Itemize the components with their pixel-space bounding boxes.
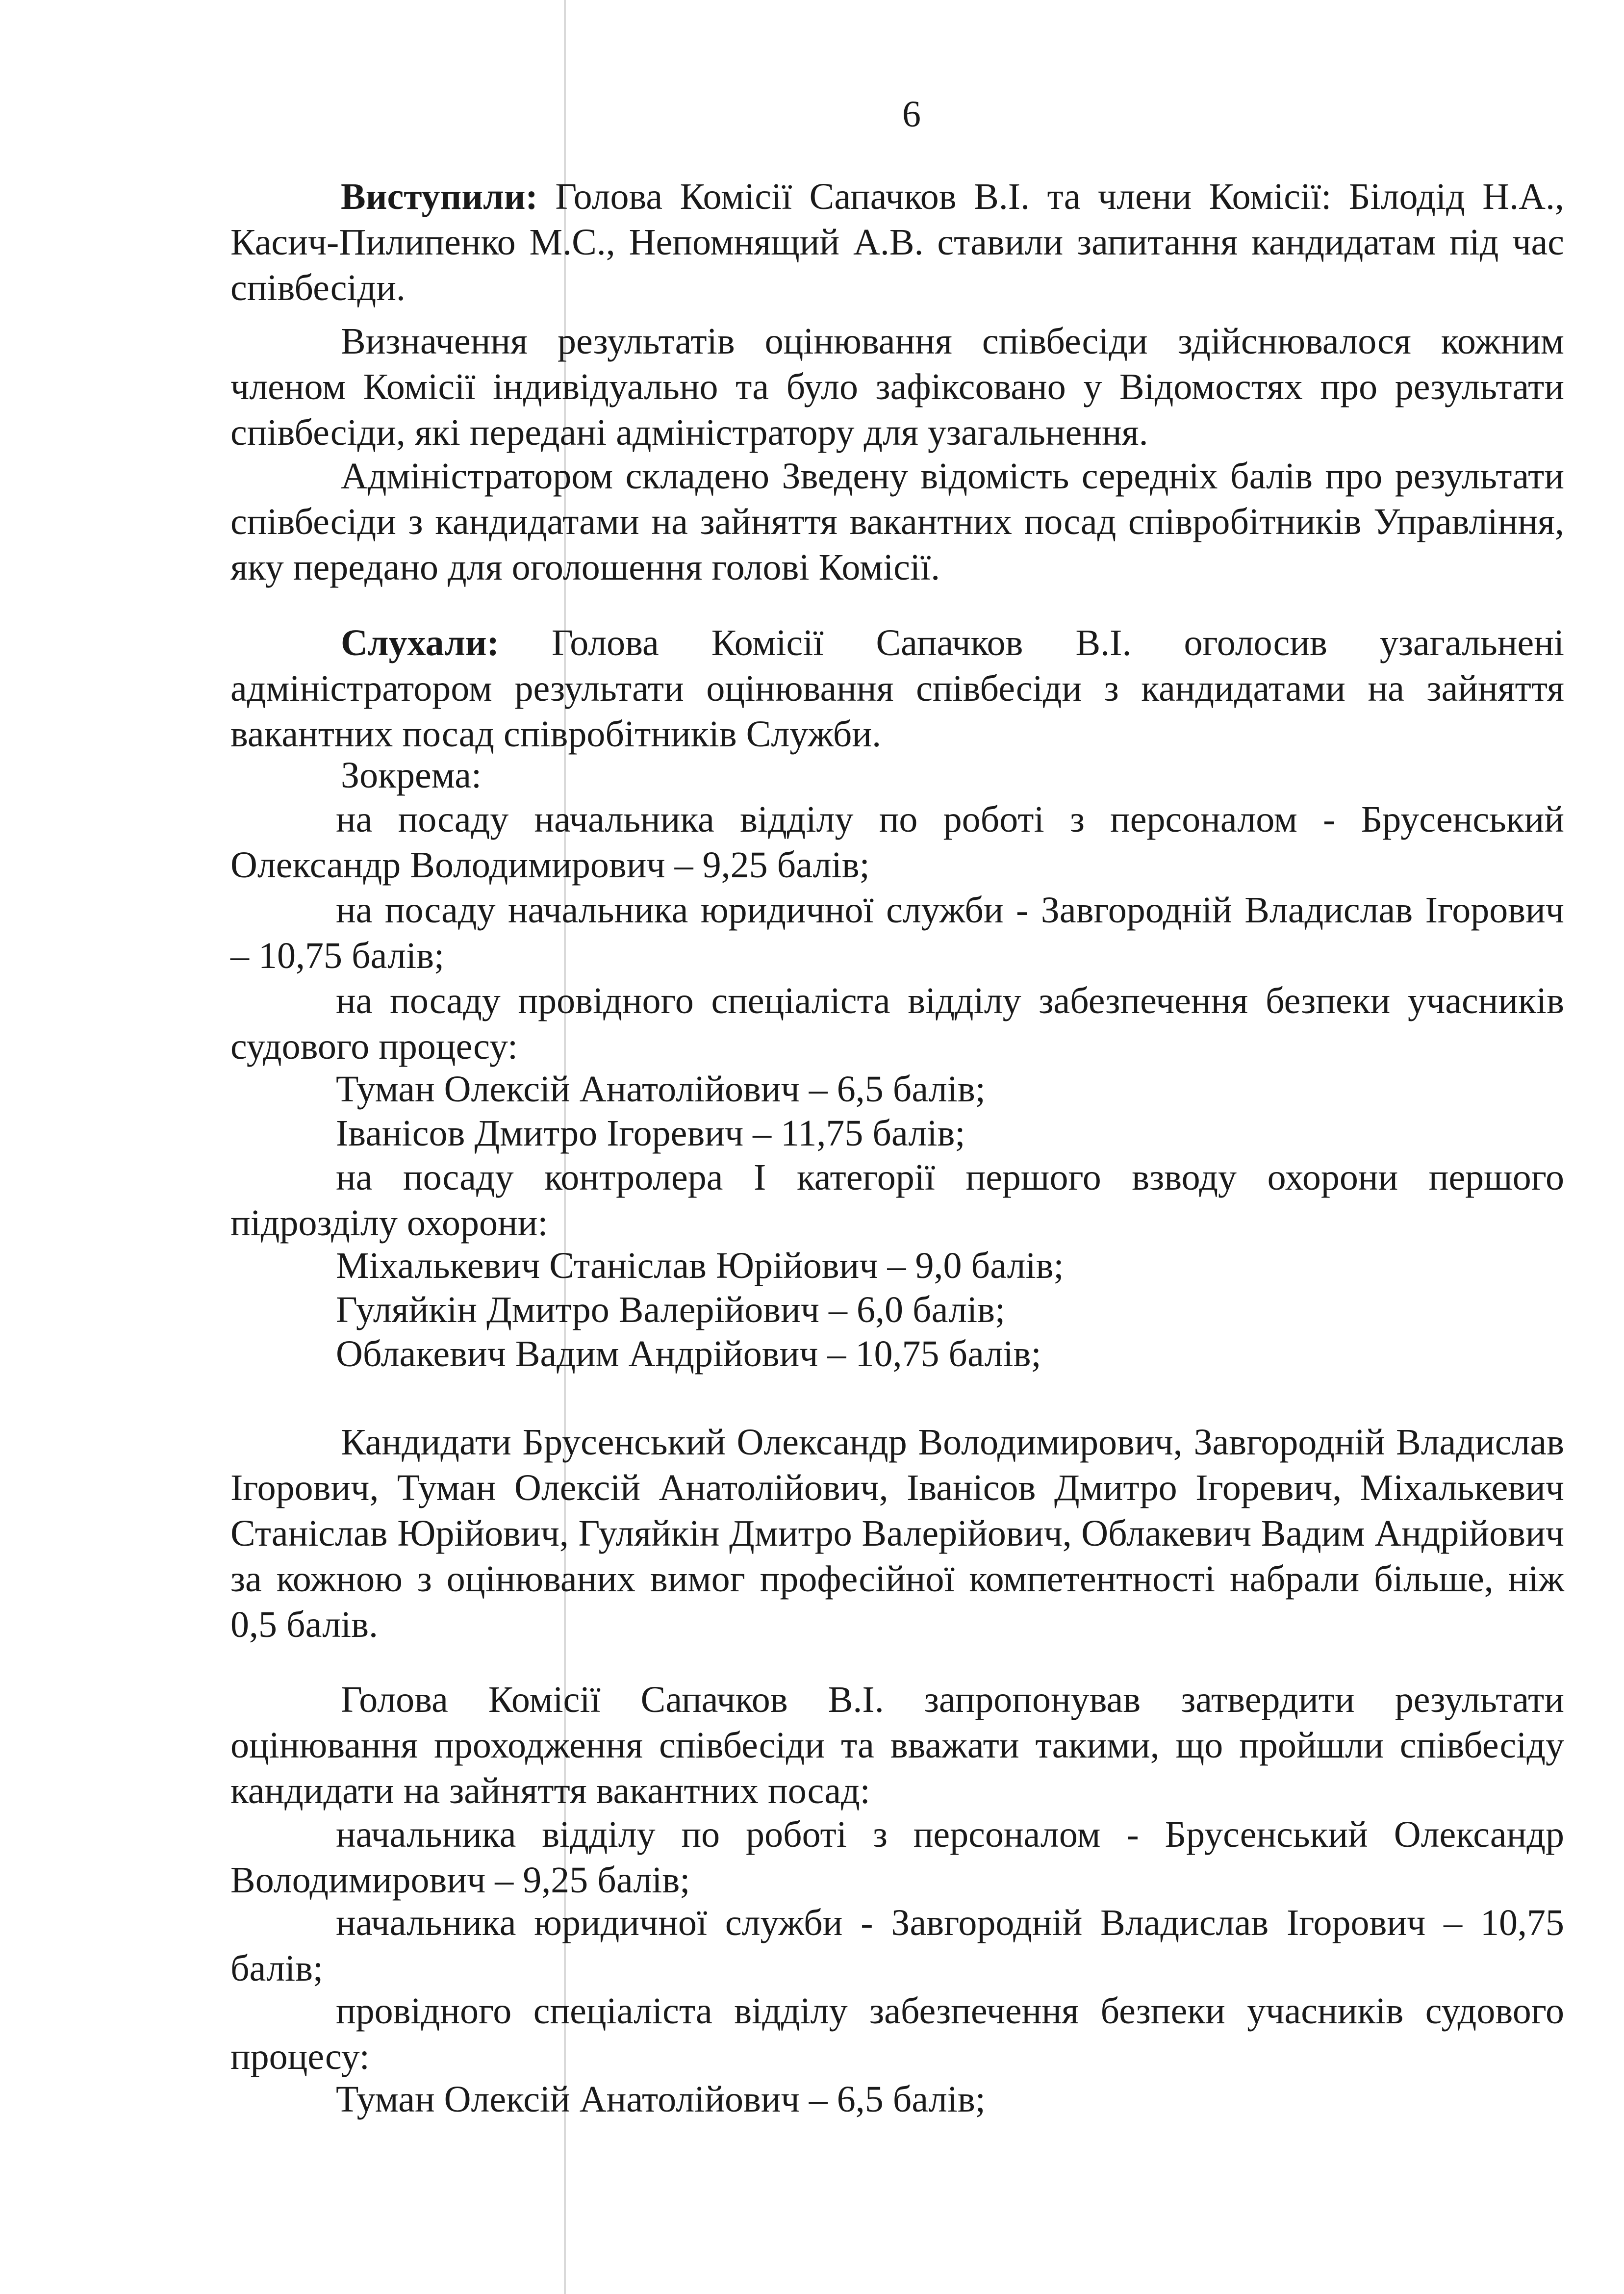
paragraph-in-particular: Зокрема:: [341, 755, 482, 796]
candidate-score: Міхалькевич Станіслав Юрійович – 9,0 балів;: [336, 1245, 1064, 1286]
candidate-score: Облакевич Вадим Андрійович – 10,75 балів;: [336, 1333, 1041, 1375]
paragraph-chair-proposal: Голова Комісії Сапачков В.І. запропонував затвердити результати оцінювання проходження співбесіди та вважати такими, що пройшли співбесіду кандидати на зайняття вакантних посад:: [230, 1679, 1564, 1811]
speakers-label: Виступили:: [341, 176, 538, 217]
heard-label: Слухали:: [341, 622, 499, 663]
paragraph-evaluation: Визначення результатів оцінювання співбесіди здійснювалося кожним членом Комісії індивідуально та було зафіксовано у Відомостях про результати співбесіди, які передані адміністратору для узагальнення.: [230, 321, 1564, 453]
position-guard-controller: на посаду контролера І категорії першого взводу охорони першого підрозділу охорони:: [230, 1157, 1564, 1244]
paragraph-heard: [230, 620, 1564, 757]
candidate-score: Гуляйкін Дмитро Валерійович – 6,0 балів;: [336, 1289, 1006, 1330]
candidate-score: Іванісов Дмитро Ігоревич – 11,75 балів;: [336, 1113, 965, 1154]
heard-text: Голова Комісії Сапачков В.І. оголосив узагальнені адміністратором результати оцінювання співбесіди з кандидатами на зайняття вакантних посад співробітників Служби.: [230, 622, 1564, 755]
speakers-text: Голова Комісії Сапачков В.І. та члени Комісії: Білодід Н.А., Касич-Пилипенко М.С., Непомнящий А.В. ставили запитання кандидатам під час співбесіди.: [230, 176, 1564, 308]
approved-hr-head: начальника відділу по роботі з персоналом - Брусенський Олександр Володимирович – 9,25 балів;: [230, 1814, 1564, 1901]
approved-security-specialist: провідного спеціаліста відділу забезпечення безпеки учасників судового процесу:: [230, 1990, 1564, 2077]
approved-candidate-score: Туман Олексій Анатолійович – 6,5 балів;: [336, 2079, 986, 2120]
page-number: 6: [902, 94, 921, 135]
position-legal-head: на посаду начальника юридичної служби - Завгородній Владислав Ігорович – 10,75 балів;: [230, 890, 1564, 976]
paragraph-summary-sheet: Адміністратором складено Зведену відомість середніх балів про результати співбесіди з кандидатами на зайняття вакантних посад співробітників Управління, яку передано для оголошення голові Комісії.: [230, 456, 1564, 588]
position-hr-head: на посаду начальника відділу по роботі з персоналом - Брусенський Олександр Володимирович – 9,25 балів;: [230, 799, 1564, 886]
paragraph-speakers: [230, 174, 1564, 311]
paragraph-candidates-passed: Кандидати Брусенський Олександр Володимирович, Завгородній Владислав Ігорович, Туман Олексій Анатолійович, Іванісов Дмитро Ігоревич, Міхалькевич Станіслав Юрійович, Гуляйкін Дмитро Валерійович, Облакевич Вадим Андрійович за кожною з оцінюваних вимог професійної компетентності набрали більше, ніж 0,5 балів.: [230, 1422, 1564, 1645]
position-security-specialist: на посаду провідного спеціаліста відділу забезпечення безпеки учасників судового процесу:: [230, 980, 1564, 1067]
candidate-score: Туман Олексій Анатолійович – 6,5 балів;: [336, 1069, 986, 1110]
approved-legal-head: начальника юридичної служби - Завгородній Владислав Ігорович – 10,75 балів;: [230, 1902, 1564, 1989]
